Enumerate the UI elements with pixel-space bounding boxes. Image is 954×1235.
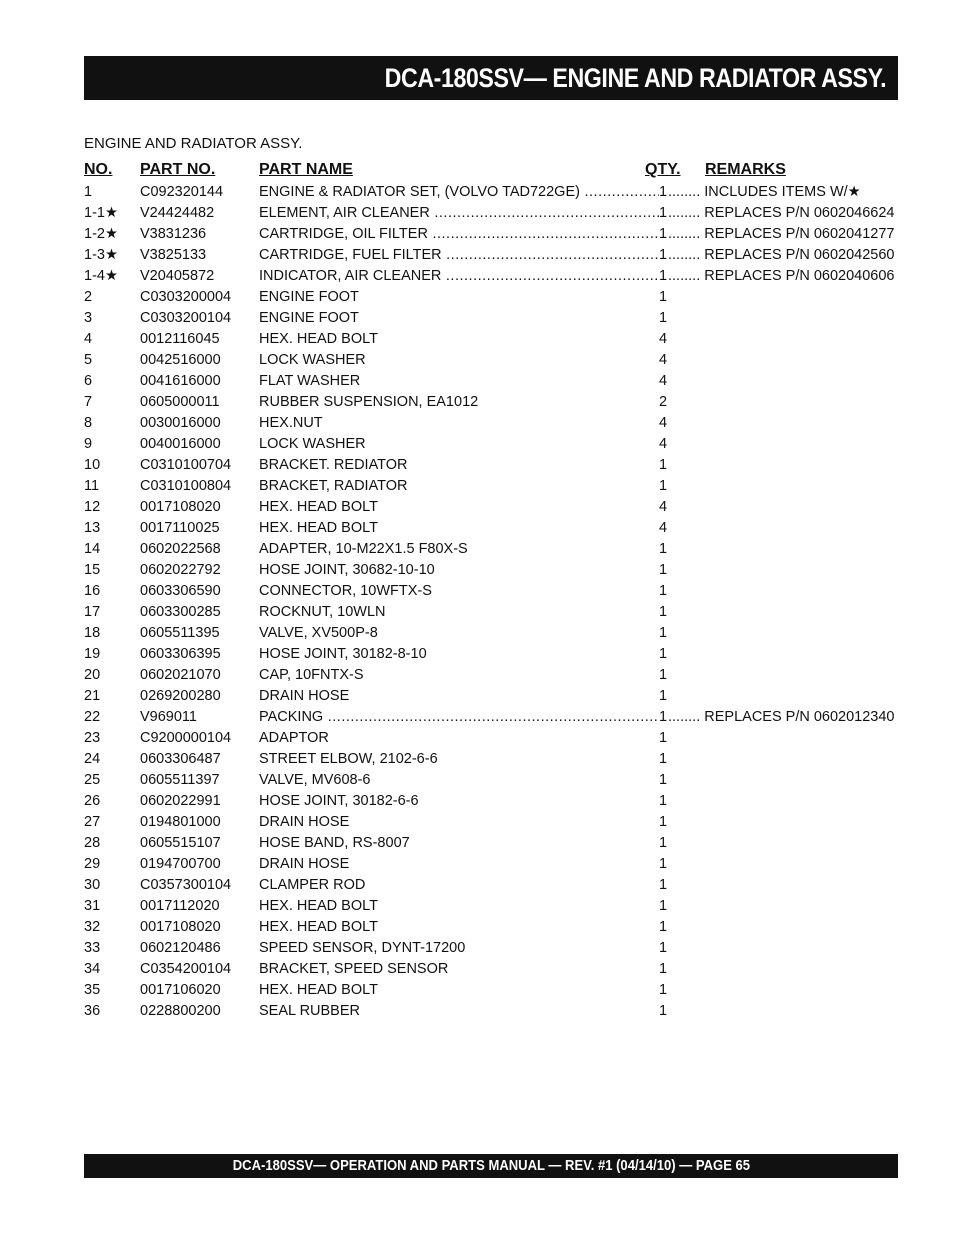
table-row: [84, 539, 898, 560]
part-remarks: ..... REPLACES P/N 0602040606: [668, 268, 898, 285]
part-quantity: 1: [659, 583, 668, 599]
part-number: 0269200280: [140, 688, 221, 704]
table-row: [84, 749, 898, 770]
part-quantity: 1: [659, 709, 668, 725]
part-quantity: 1: [659, 814, 668, 830]
part-name: HOSE JOINT, 30182-8-10: [259, 646, 427, 662]
part-name: RUBBER SUSPENSION, EA1012: [259, 394, 479, 410]
part-number-index: 21: [84, 688, 101, 704]
part-name: STREET ELBOW, 2102-6-6: [259, 751, 438, 767]
table-row: [84, 497, 898, 518]
part-number-index: 2: [84, 289, 93, 305]
table-row: [84, 791, 898, 812]
part-number-index: 29: [84, 856, 101, 872]
part-number-index: 19: [84, 646, 101, 662]
part-number-index: 33: [84, 940, 101, 956]
part-quantity: 4: [659, 331, 668, 347]
part-number-index: 35: [84, 982, 101, 998]
part-quantity: 4: [659, 373, 668, 389]
part-number-index: 34: [84, 961, 101, 977]
part-name: VALVE, MV608-6: [259, 772, 371, 788]
table-row: [84, 581, 898, 602]
part-number-index: 14: [84, 541, 101, 557]
table-row: [84, 329, 898, 350]
part-name: HEX. HEAD BOLT: [259, 898, 378, 914]
part-number: 0017108020: [140, 919, 221, 935]
parts-table-header: [84, 160, 898, 182]
part-quantity: 1: [659, 730, 668, 746]
part-name: CAP, 10FNTX-S: [259, 667, 364, 683]
table-row: [84, 980, 898, 1001]
column-header-part-name: PART NAME: [259, 161, 353, 178]
part-number-index: 5: [84, 352, 93, 368]
part-name: ENGINE FOOT: [259, 310, 359, 326]
part-quantity: 1: [659, 961, 668, 977]
table-row: [84, 623, 898, 644]
part-name: HEX.NUT: [259, 415, 323, 431]
part-name: VALVE, XV500P-8: [259, 625, 378, 641]
part-name: SPEED SENSOR, DYNT-17200: [259, 940, 466, 956]
table-row: [84, 896, 898, 917]
column-header-no: NO.: [84, 161, 113, 178]
part-number: V24424482: [140, 205, 215, 221]
page-footer-bar: [84, 1154, 898, 1178]
part-number: 0194700700: [140, 856, 221, 872]
part-quantity: 1: [659, 310, 668, 326]
part-name: ROCKNUT, 10WLN: [259, 604, 386, 620]
part-name: LOCK WASHER: [259, 436, 366, 452]
section-title: ENGINE AND RADIATOR ASSY.: [84, 135, 303, 152]
part-number-index: 18: [84, 625, 101, 641]
table-row: [84, 224, 898, 245]
part-number-index: 24: [84, 751, 101, 767]
part-remarks: ..... REPLACES P/N 0602012340: [668, 709, 898, 726]
table-row: [84, 413, 898, 434]
part-number-index: 17: [84, 604, 101, 620]
part-number-index: 30: [84, 877, 101, 893]
table-row: [84, 833, 898, 854]
table-row: [84, 707, 898, 728]
part-number: 0041616000: [140, 373, 221, 389]
part-quantity: 1: [659, 457, 668, 473]
table-row: [84, 245, 898, 266]
part-quantity: 1: [659, 982, 668, 998]
part-number: C0357300104: [140, 877, 232, 893]
part-number-index: 1-1★: [84, 205, 118, 221]
part-quantity: 1: [659, 835, 668, 851]
column-header-part-no: PART NO.: [140, 161, 216, 178]
column-header-qty: QTY.: [645, 161, 681, 178]
part-number-index: 31: [84, 898, 101, 914]
part-number: 0603306487: [140, 751, 221, 767]
part-number-index: 12: [84, 499, 101, 515]
part-quantity: 1: [659, 919, 668, 935]
part-number: C0310100804: [140, 478, 232, 494]
table-row: [84, 287, 898, 308]
part-number-index: 36: [84, 1003, 101, 1019]
part-number-index: 6: [84, 373, 93, 389]
table-row: [84, 917, 898, 938]
part-number: V20405872: [140, 268, 215, 284]
part-number-index: 1: [84, 184, 93, 200]
part-quantity: 1: [659, 667, 668, 683]
table-row: [84, 602, 898, 623]
part-number: 0605000011: [140, 394, 220, 410]
part-number: V3825133: [140, 247, 207, 263]
page-footer: DCA-180SSV— OPERATION AND PARTS MANUAL — REV. #1 (04/14/10) — PAGE 65: [232, 1158, 750, 1174]
part-quantity: 4: [659, 436, 668, 452]
part-number-index: 3: [84, 310, 93, 326]
part-number: 0602022991: [140, 793, 221, 809]
part-number: 0603306590: [140, 583, 221, 599]
part-remarks: ..... REPLACES P/N 0602042560: [668, 247, 898, 264]
part-number-index: 11: [84, 478, 100, 494]
part-remarks: ..... REPLACES P/N 0602041277: [668, 226, 898, 243]
part-number-index: 8: [84, 415, 93, 431]
part-name: FLAT WASHER: [259, 373, 361, 389]
part-quantity: 1: [659, 940, 668, 956]
part-number-index: 23: [84, 730, 101, 746]
part-number: 0605511395: [140, 625, 220, 641]
table-row: [84, 182, 898, 203]
table-row: [84, 644, 898, 665]
part-quantity: 1: [659, 751, 668, 767]
part-quantity: 1: [659, 856, 668, 872]
part-name: DRAIN HOSE: [259, 814, 350, 830]
part-name: HEX. HEAD BOLT: [259, 331, 378, 347]
part-number: 0017106020: [140, 982, 221, 998]
table-row: [84, 770, 898, 791]
table-row: [84, 686, 898, 707]
part-quantity: 1: [659, 1003, 668, 1019]
part-quantity: 4: [659, 520, 668, 536]
part-name: DRAIN HOSE: [259, 688, 350, 704]
part-name: HEX. HEAD BOLT: [259, 982, 378, 998]
part-name: BRACKET, RADIATOR: [259, 478, 408, 494]
part-name: HOSE BAND, RS-8007: [259, 835, 410, 851]
part-number-index: 1-2★: [84, 226, 118, 242]
part-number-index: 20: [84, 667, 101, 683]
table-row: [84, 350, 898, 371]
table-row: [84, 434, 898, 455]
part-quantity: 1: [659, 562, 668, 578]
part-number-index: 9: [84, 436, 93, 452]
part-name: HOSE JOINT, 30682-10-10: [259, 562, 435, 578]
part-number: 0017108020: [140, 499, 221, 515]
part-quantity: 1: [659, 625, 668, 641]
table-row: [84, 455, 898, 476]
part-name: ADAPTOR: [259, 730, 329, 746]
page-title: DCA-180SSV— ENGINE AND RADIATOR ASSY.: [384, 62, 886, 93]
page-title-bar: [84, 56, 898, 100]
part-quantity: 1: [659, 205, 668, 221]
part-remarks: ..... INCLUDES ITEMS W/★: [668, 184, 898, 201]
part-number: V3831236: [140, 226, 207, 242]
table-row: [84, 812, 898, 833]
part-number-index: 16: [84, 583, 101, 599]
table-row: [84, 1001, 898, 1022]
part-number-index: 1-4★: [84, 268, 118, 284]
part-number-index: 13: [84, 520, 101, 536]
part-quantity: 4: [659, 499, 668, 515]
part-number-index: 27: [84, 814, 101, 830]
part-name: HEX. HEAD BOLT: [259, 520, 378, 536]
part-name: PACKING .....: [259, 709, 659, 726]
part-name: LOCK WASHER: [259, 352, 366, 368]
part-quantity: 1: [659, 646, 668, 662]
part-name: ENGINE FOOT: [259, 289, 359, 305]
part-quantity: 1: [659, 688, 668, 704]
table-row: [84, 938, 898, 959]
part-name: HEX. HEAD BOLT: [259, 919, 378, 935]
part-number-index: 28: [84, 835, 101, 851]
part-number: 0017110025: [140, 520, 220, 536]
part-name: ENGINE & RADIATOR SET, (VOLVO TAD722GE) .....: [259, 184, 659, 201]
part-name: CARTRIDGE, OIL FILTER .....: [259, 226, 659, 243]
part-name: CARTRIDGE, FUEL FILTER .....: [259, 247, 659, 264]
part-number: 0194801000: [140, 814, 221, 830]
part-number: C092320144: [140, 184, 224, 200]
part-number: C0310100704: [140, 457, 232, 473]
table-row: [84, 665, 898, 686]
part-quantity: 1: [659, 478, 668, 494]
part-number: 0603306395: [140, 646, 221, 662]
part-number: C0303200104: [140, 310, 232, 326]
part-quantity: 1: [659, 226, 668, 242]
part-name: DRAIN HOSE: [259, 856, 350, 872]
part-number-index: 4: [84, 331, 93, 347]
part-name: SEAL RUBBER: [259, 1003, 360, 1019]
part-quantity: 1: [659, 877, 668, 893]
table-row: [84, 560, 898, 581]
table-row: [84, 266, 898, 287]
parts-table-body: [84, 182, 898, 1022]
part-quantity: 2: [659, 394, 668, 410]
column-header-remarks: REMARKS: [705, 161, 786, 178]
part-number: 0602022792: [140, 562, 221, 578]
part-number: 0042516000: [140, 352, 221, 368]
part-number-index: 1-3★: [84, 247, 118, 263]
part-name: INDICATOR, AIR CLEANER .....: [259, 268, 659, 285]
part-quantity: 1: [659, 898, 668, 914]
part-quantity: 1: [659, 793, 668, 809]
part-quantity: 1: [659, 541, 668, 557]
part-number: 0602120486: [140, 940, 221, 956]
table-row: [84, 518, 898, 539]
part-number: 0030016000: [140, 415, 221, 431]
part-number-index: 7: [84, 394, 93, 410]
table-row: [84, 371, 898, 392]
table-row: [84, 875, 898, 896]
part-quantity: 1: [659, 604, 668, 620]
part-number: 0602022568: [140, 541, 221, 557]
part-quantity: 1: [659, 772, 668, 788]
part-number: 0040016000: [140, 436, 221, 452]
part-number: 0228800200: [140, 1003, 221, 1019]
part-quantity: 1: [659, 268, 668, 284]
part-number: 0602021070: [140, 667, 221, 683]
part-number: 0012116045: [140, 331, 220, 347]
part-name: BRACKET. REDIATOR: [259, 457, 408, 473]
part-number-index: 15: [84, 562, 101, 578]
part-quantity: 1: [659, 289, 668, 305]
table-row: [84, 308, 898, 329]
table-row: [84, 959, 898, 980]
part-number: 0605515107: [140, 835, 221, 851]
table-row: [84, 854, 898, 875]
part-number-index: 25: [84, 772, 101, 788]
table-row: [84, 392, 898, 413]
part-quantity: 1: [659, 247, 668, 263]
part-remarks: ..... REPLACES P/N 0602046624: [668, 205, 898, 222]
part-name: HOSE JOINT, 30182-6-6: [259, 793, 419, 809]
part-name: ADAPTER, 10-M22X1.5 F80X-S: [259, 541, 468, 557]
part-name: CONNECTOR, 10WFTX-S: [259, 583, 432, 599]
part-number-index: 10: [84, 457, 101, 473]
part-number: V969011: [140, 709, 197, 725]
part-quantity: 1: [659, 184, 668, 200]
table-row: [84, 728, 898, 749]
part-name: HEX. HEAD BOLT: [259, 499, 378, 515]
part-number: C9200000104: [140, 730, 232, 746]
part-number: C0354200104: [140, 961, 232, 977]
part-number: 0605511397: [140, 772, 220, 788]
part-quantity: 4: [659, 415, 668, 431]
part-number-index: 32: [84, 919, 101, 935]
part-number-index: 22: [84, 709, 101, 725]
table-row: [84, 203, 898, 224]
part-number: 0017112020: [140, 898, 220, 914]
part-name: CLAMPER ROD: [259, 877, 366, 893]
parts-table: [84, 160, 898, 1022]
part-number-index: 26: [84, 793, 101, 809]
part-quantity: 4: [659, 352, 668, 368]
part-number: C0303200004: [140, 289, 232, 305]
part-number: 0603300285: [140, 604, 221, 620]
table-row: [84, 476, 898, 497]
part-name: ELEMENT, AIR CLEANER .....: [259, 205, 659, 222]
part-name: BRACKET, SPEED SENSOR: [259, 961, 449, 977]
